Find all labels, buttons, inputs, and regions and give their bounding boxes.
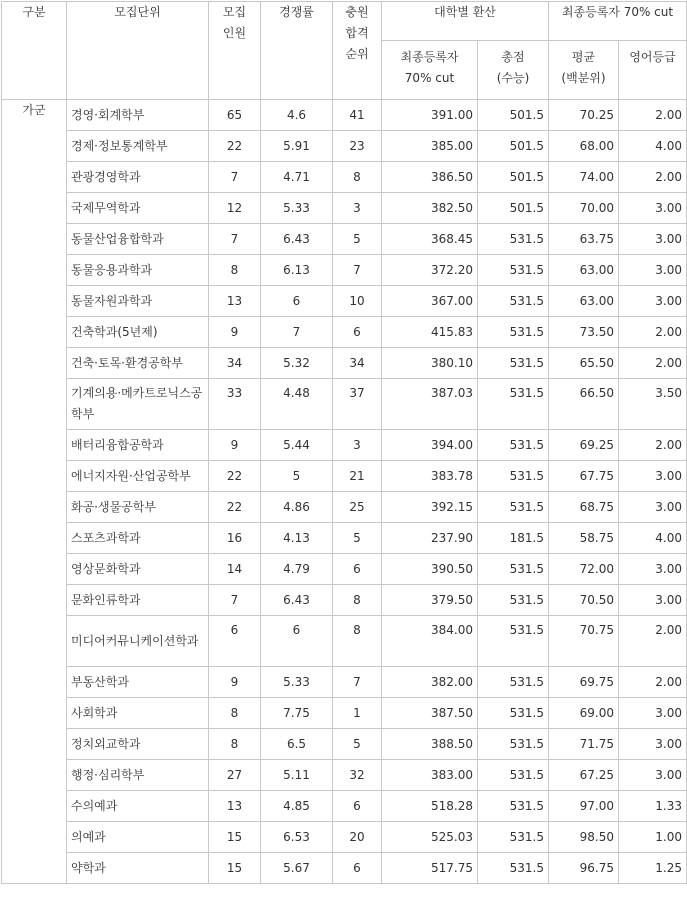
cell-total: 501.5: [478, 193, 549, 224]
cell-unit-name: 의예과: [67, 822, 209, 853]
cell-avg: 71.75: [549, 729, 619, 760]
cell-univ-cut: 388.50: [382, 729, 478, 760]
table-row: [2, 853, 687, 884]
cell-univ-cut: 415.83: [382, 317, 478, 348]
table-row: [2, 616, 687, 667]
cell-quota: 7: [209, 162, 261, 193]
cell-total: 531.5: [478, 667, 549, 698]
cell-ratio: 4.48: [261, 379, 333, 430]
cell-quota: 27: [209, 760, 261, 791]
cell-avg: 70.50: [549, 585, 619, 616]
cell-unit-name: 에너지자원·산업공학부: [67, 461, 209, 492]
cell-avg: 63.75: [549, 224, 619, 255]
cell-english: 2.00: [619, 430, 687, 461]
cell-quota: 22: [209, 131, 261, 162]
cell-univ-cut: 518.28: [382, 791, 478, 822]
cell-unit-name: 행정·심리학부: [67, 760, 209, 791]
cell-rank: 32: [333, 760, 382, 791]
cell-quota: 14: [209, 554, 261, 585]
header-total: 총점 (수능): [478, 41, 549, 100]
cell-total: 531.5: [478, 791, 549, 822]
cell-ratio: 4.71: [261, 162, 333, 193]
cell-univ-cut: 394.00: [382, 430, 478, 461]
cell-total: 531.5: [478, 853, 549, 884]
cell-rank: 8: [333, 162, 382, 193]
cell-english: 3.00: [619, 698, 687, 729]
cell-english: 2.00: [619, 317, 687, 348]
cell-rank: 5: [333, 523, 382, 554]
header-unit: 모집단위: [67, 2, 209, 100]
cell-total: 531.5: [478, 224, 549, 255]
cell-avg: 63.00: [549, 255, 619, 286]
cell-english: 3.50: [619, 379, 687, 430]
cell-ratio: 5.91: [261, 131, 333, 162]
cell-ratio: 6.5: [261, 729, 333, 760]
header-english: 영어등급: [619, 41, 687, 100]
table-row: [2, 523, 687, 554]
cell-total: 531.5: [478, 585, 549, 616]
cell-quota: 7: [209, 224, 261, 255]
cell-univ-cut: 368.45: [382, 224, 478, 255]
cell-ratio: 4.86: [261, 492, 333, 523]
cell-unit-name: 건축학과(5년제): [67, 317, 209, 348]
table-row: [2, 760, 687, 791]
table-row: [2, 791, 687, 822]
cell-unit-name: 경제·정보통계학부: [67, 131, 209, 162]
cell-unit-name: 국제무역학과: [67, 193, 209, 224]
cell-unit-name: 화공·생물공학부: [67, 492, 209, 523]
cell-univ-cut: 382.00: [382, 667, 478, 698]
cell-univ-cut: 392.15: [382, 492, 478, 523]
cell-ratio: 7: [261, 317, 333, 348]
cell-avg: 67.75: [549, 461, 619, 492]
cell-quota: 9: [209, 317, 261, 348]
cell-unit-name: 문화인류학과: [67, 585, 209, 616]
cell-ratio: 5: [261, 461, 333, 492]
cell-univ-cut: 391.00: [382, 100, 478, 131]
cell-quota: 8: [209, 729, 261, 760]
table-row: [2, 492, 687, 523]
cell-univ-cut: 380.10: [382, 348, 478, 379]
cell-unit-name: 경영·회계학부: [67, 100, 209, 131]
cell-total: 531.5: [478, 255, 549, 286]
cell-english: 3.00: [619, 193, 687, 224]
cell-rank: 25: [333, 492, 382, 523]
cell-univ-cut: 382.50: [382, 193, 478, 224]
cell-avg: 70.75: [549, 616, 619, 667]
cell-unit-name: 배터리융합공학과: [67, 430, 209, 461]
header-univ-conversion: 대학별 환산: [382, 2, 549, 41]
table-row: [2, 822, 687, 853]
cell-rank: 34: [333, 348, 382, 379]
cell-total: 501.5: [478, 100, 549, 131]
cell-univ-cut: 386.50: [382, 162, 478, 193]
cell-unit-name: 부동산학과: [67, 667, 209, 698]
cell-rank: 6: [333, 317, 382, 348]
cell-univ-cut: 383.78: [382, 461, 478, 492]
cell-ratio: 5.67: [261, 853, 333, 884]
cell-rank: 10: [333, 286, 382, 317]
cell-quota: 7: [209, 585, 261, 616]
table-row: [2, 585, 687, 616]
cell-rank: 37: [333, 379, 382, 430]
cell-english: 4.00: [619, 131, 687, 162]
cell-rank: 20: [333, 822, 382, 853]
cell-unit-name: 동물응용과학과: [67, 255, 209, 286]
cell-unit-name: 수의예과: [67, 791, 209, 822]
cell-rank: 41: [333, 100, 382, 131]
cell-quota: 9: [209, 430, 261, 461]
cell-avg: 69.25: [549, 430, 619, 461]
cell-ratio: 5.44: [261, 430, 333, 461]
cell-avg: 70.00: [549, 193, 619, 224]
cell-avg: 98.50: [549, 822, 619, 853]
cell-quota: 12: [209, 193, 261, 224]
cell-unit-name: 영상문화학과: [67, 554, 209, 585]
table-row: [2, 131, 687, 162]
cell-total: 501.5: [478, 131, 549, 162]
cell-unit-name: 정치외교학과: [67, 729, 209, 760]
cell-ratio: 5.33: [261, 193, 333, 224]
cell-total: 531.5: [478, 430, 549, 461]
header-quota: 모집 인원: [209, 2, 261, 100]
table-row: [2, 100, 687, 131]
cell-total: 531.5: [478, 461, 549, 492]
table-row: [2, 698, 687, 729]
table-body: [2, 100, 687, 884]
cell-total: 181.5: [478, 523, 549, 554]
cell-avg: 72.00: [549, 554, 619, 585]
header-avg: 평균 (백분위): [549, 41, 619, 100]
cell-avg: 68.75: [549, 492, 619, 523]
cell-unit-name: 건축·토목·환경공학부: [67, 348, 209, 379]
cell-avg: 73.50: [549, 317, 619, 348]
cell-quota: 34: [209, 348, 261, 379]
cell-ratio: 4.13: [261, 523, 333, 554]
cell-rank: 8: [333, 616, 382, 667]
cell-univ-cut: 379.50: [382, 585, 478, 616]
cell-ratio: 4.79: [261, 554, 333, 585]
cell-rank: 23: [333, 131, 382, 162]
cell-univ-cut: 385.00: [382, 131, 478, 162]
cell-quota: 15: [209, 853, 261, 884]
cell-total: 531.5: [478, 729, 549, 760]
table-row: [2, 162, 687, 193]
table-row: [2, 554, 687, 585]
table-row: [2, 224, 687, 255]
cell-univ-cut: 517.75: [382, 853, 478, 884]
admission-results-table: [1, 1, 687, 884]
cell-total: 531.5: [478, 317, 549, 348]
cell-rank: 5: [333, 729, 382, 760]
cell-quota: 13: [209, 791, 261, 822]
table-row: [2, 286, 687, 317]
cell-avg: 66.50: [549, 379, 619, 430]
cell-avg: 74.00: [549, 162, 619, 193]
cell-avg: 69.75: [549, 667, 619, 698]
cell-unit-name: 기계의용·메카트로닉스공학부: [67, 379, 209, 430]
table-row: [2, 317, 687, 348]
cell-english: 3.00: [619, 492, 687, 523]
cell-rank: 6: [333, 554, 382, 585]
cell-total: 531.5: [478, 698, 549, 729]
header-group: 구분: [2, 2, 67, 100]
cell-univ-cut: 390.50: [382, 554, 478, 585]
cell-english: 3.00: [619, 461, 687, 492]
cell-rank: 6: [333, 853, 382, 884]
cell-ratio: 5.33: [261, 667, 333, 698]
cell-unit-name: 미디어커뮤니케이션학과: [67, 616, 209, 667]
cell-ratio: 7.75: [261, 698, 333, 729]
cell-avg: 65.50: [549, 348, 619, 379]
cell-english: 1.00: [619, 822, 687, 853]
table-row: [2, 379, 687, 430]
cell-english: 3.00: [619, 255, 687, 286]
cell-quota: 65: [209, 100, 261, 131]
cell-total: 531.5: [478, 554, 549, 585]
table-row: [2, 430, 687, 461]
cell-ratio: 4.6: [261, 100, 333, 131]
cell-rank: 7: [333, 255, 382, 286]
cell-quota: 9: [209, 667, 261, 698]
cell-english: 2.00: [619, 616, 687, 667]
cell-unit-name: 동물산업융합학과: [67, 224, 209, 255]
cell-ratio: 6.13: [261, 255, 333, 286]
cell-ratio: 4.85: [261, 791, 333, 822]
cell-english: 4.00: [619, 523, 687, 554]
cell-quota: 15: [209, 822, 261, 853]
table-row: [2, 729, 687, 760]
cell-total: 531.5: [478, 492, 549, 523]
cell-total: 531.5: [478, 379, 549, 430]
cell-avg: 67.25: [549, 760, 619, 791]
cell-english: 2.00: [619, 100, 687, 131]
table-row: [2, 348, 687, 379]
header-univ-cut: 최종등록자 70% cut: [382, 41, 478, 100]
cell-rank: 3: [333, 430, 382, 461]
cell-quota: 22: [209, 461, 261, 492]
cell-unit-name: 스포츠과학과: [67, 523, 209, 554]
cell-unit-name: 약학과: [67, 853, 209, 884]
cell-univ-cut: 525.03: [382, 822, 478, 853]
cell-rank: 21: [333, 461, 382, 492]
header-rank: 충원 합격 순위: [333, 2, 382, 100]
cell-ratio: 5.32: [261, 348, 333, 379]
cell-ratio: 6: [261, 286, 333, 317]
cell-total: 531.5: [478, 616, 549, 667]
cell-rank: 8: [333, 585, 382, 616]
cell-total: 531.5: [478, 760, 549, 791]
header-final-70-cut: 최종등록자 70% cut: [549, 2, 687, 41]
cell-quota: 8: [209, 698, 261, 729]
cell-quota: 13: [209, 286, 261, 317]
cell-ratio: 6.43: [261, 224, 333, 255]
cell-total: 531.5: [478, 286, 549, 317]
cell-english: 3.00: [619, 286, 687, 317]
cell-avg: 96.75: [549, 853, 619, 884]
cell-avg: 69.00: [549, 698, 619, 729]
cell-english: 3.00: [619, 729, 687, 760]
cell-quota: 33: [209, 379, 261, 430]
cell-avg: 58.75: [549, 523, 619, 554]
cell-quota: 16: [209, 523, 261, 554]
cell-english: 1.25: [619, 853, 687, 884]
cell-avg: 97.00: [549, 791, 619, 822]
cell-english: 3.00: [619, 224, 687, 255]
cell-avg: 63.00: [549, 286, 619, 317]
table-row: [2, 667, 687, 698]
cell-rank: 3: [333, 193, 382, 224]
cell-quota: 8: [209, 255, 261, 286]
table-row: [2, 461, 687, 492]
cell-rank: 6: [333, 791, 382, 822]
cell-group: 가군: [2, 100, 67, 884]
cell-rank: 7: [333, 667, 382, 698]
cell-rank: 1: [333, 698, 382, 729]
cell-ratio: 6.43: [261, 585, 333, 616]
cell-univ-cut: 387.50: [382, 698, 478, 729]
cell-unit-name: 관광경영학과: [67, 162, 209, 193]
cell-univ-cut: 237.90: [382, 523, 478, 554]
cell-univ-cut: 387.03: [382, 379, 478, 430]
cell-total: 501.5: [478, 162, 549, 193]
cell-english: 3.00: [619, 585, 687, 616]
cell-english: 1.33: [619, 791, 687, 822]
cell-unit-name: 동물자원과학과: [67, 286, 209, 317]
cell-total: 531.5: [478, 822, 549, 853]
cell-english: 3.00: [619, 760, 687, 791]
cell-avg: 68.00: [549, 131, 619, 162]
header-ratio: 경쟁률: [261, 2, 333, 100]
table-row: [2, 193, 687, 224]
cell-univ-cut: 372.20: [382, 255, 478, 286]
cell-unit-name: 사회학과: [67, 698, 209, 729]
cell-ratio: 6.53: [261, 822, 333, 853]
cell-ratio: 6: [261, 616, 333, 667]
cell-quota: 22: [209, 492, 261, 523]
table-row: [2, 255, 687, 286]
cell-total: 531.5: [478, 348, 549, 379]
cell-univ-cut: 384.00: [382, 616, 478, 667]
cell-quota: 6: [209, 616, 261, 667]
cell-univ-cut: 383.00: [382, 760, 478, 791]
cell-english: 3.00: [619, 554, 687, 585]
cell-univ-cut: 367.00: [382, 286, 478, 317]
cell-english: 2.00: [619, 162, 687, 193]
cell-ratio: 5.11: [261, 760, 333, 791]
cell-english: 2.00: [619, 348, 687, 379]
cell-rank: 5: [333, 224, 382, 255]
cell-english: 2.00: [619, 667, 687, 698]
cell-avg: 70.25: [549, 100, 619, 131]
